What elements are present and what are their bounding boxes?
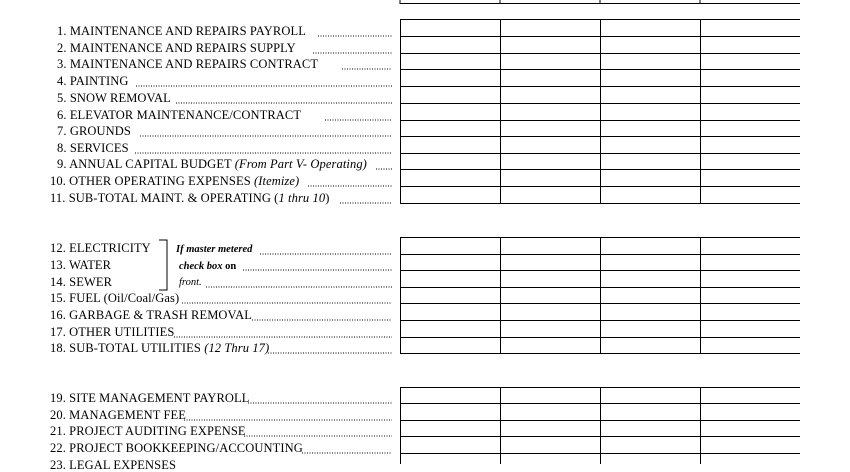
amount-entry-cell[interactable] <box>701 137 800 153</box>
line-item-label: 16. GARBAGE & TRASH REMOVAL <box>50 308 252 322</box>
amount-entry-cell[interactable] <box>501 271 600 287</box>
amount-entry-cell[interactable] <box>401 187 500 203</box>
amount-entry-cell[interactable] <box>501 388 600 403</box>
amount-entry-cell[interactable] <box>501 170 600 186</box>
subtotal-label: 11. SUB-TOTAL MAINT. & OPERATING (1 thru 10) <box>50 191 330 205</box>
line-item-label: 2. MAINTENANCE AND REPAIRS SUPPLY <box>57 41 296 55</box>
amount-entry-cell[interactable] <box>701 338 800 353</box>
amount-entry-cell[interactable] <box>701 321 800 337</box>
amount-entry-cell[interactable] <box>601 304 700 320</box>
amount-entry-cell[interactable] <box>601 338 700 353</box>
line-item-label: 9. ANNUAL CAPITAL BUDGET (From Part V- Operating) <box>57 157 367 171</box>
line-item-label: 3. MAINTENANCE AND REPAIRS CONTRACT <box>57 57 319 71</box>
amount-entry-cell[interactable] <box>501 70 600 86</box>
amount-entry-cell[interactable] <box>401 121 500 136</box>
master-meter-note: front. <box>179 277 202 288</box>
amount-entry-cell[interactable] <box>601 404 700 420</box>
amount-entry-cell[interactable] <box>401 170 500 186</box>
amount-entry-cell[interactable] <box>701 170 800 186</box>
amount-entry-cell[interactable] <box>601 321 700 337</box>
amount-entry-cell[interactable] <box>401 321 500 337</box>
amount-entry-cell[interactable] <box>601 20 700 36</box>
amount-entry-cell[interactable] <box>401 388 500 403</box>
amount-entry-cell[interactable] <box>401 404 500 420</box>
line-item-label: 23. LEGAL EXPENSES <box>50 458 177 472</box>
amount-entry-cell[interactable] <box>501 137 600 153</box>
amount-entry-cell[interactable] <box>601 70 700 86</box>
amount-entry-cell[interactable] <box>601 37 700 53</box>
amount-entry-cell[interactable] <box>501 187 600 203</box>
amount-entry-cell[interactable] <box>701 154 800 169</box>
amount-entry-cell[interactable] <box>501 154 600 169</box>
amount-entry-cell[interactable] <box>401 255 500 270</box>
amount-entry-cell[interactable] <box>401 137 500 153</box>
amount-entry-cell[interactable] <box>501 104 600 120</box>
amount-entry-cell[interactable] <box>601 454 700 464</box>
line-item-label: 1. MAINTENANCE AND REPAIRS PAYROLL <box>57 24 306 38</box>
amount-entry-cell[interactable] <box>401 70 500 86</box>
amount-entry-cell[interactable] <box>501 121 600 136</box>
amount-entry-cell[interactable] <box>501 421 600 436</box>
line-item-label: 13. WATER <box>50 258 112 272</box>
line-item-label: 7. GROUNDS <box>57 124 131 138</box>
amount-entry-cell[interactable] <box>701 437 800 453</box>
amount-entry-cell[interactable] <box>501 87 600 103</box>
amount-entry-cell[interactable] <box>701 255 800 270</box>
amount-entry-cell[interactable] <box>701 70 800 86</box>
line-item-label: 6. ELEVATOR MAINTENANCE/CONTRACT <box>57 108 302 122</box>
amount-entry-cell[interactable] <box>701 304 800 320</box>
amount-entry-cell[interactable] <box>401 104 500 120</box>
amount-entry-cell[interactable] <box>401 437 500 453</box>
master-meter-note: If master metered <box>176 244 253 255</box>
amount-entry-cell[interactable] <box>701 271 800 287</box>
amount-entry-cell[interactable] <box>601 87 700 103</box>
amount-entry-cell[interactable] <box>501 288 600 303</box>
amount-entry-cell[interactable] <box>401 20 500 36</box>
amount-entry-cell[interactable] <box>401 271 500 287</box>
line-item-label: 5. SNOW REMOVAL <box>57 91 171 105</box>
amount-entry-cell[interactable] <box>401 454 500 464</box>
amount-entry-cell[interactable] <box>701 454 800 464</box>
amount-entry-cell[interactable] <box>701 87 800 103</box>
amount-entry-cell[interactable] <box>701 37 800 53</box>
amount-entry-cell[interactable] <box>501 37 600 53</box>
line-item-label: 15. FUEL (Oil/Coal/Gas) <box>50 291 180 305</box>
line-item-label: 20. MANAGEMENT FEE <box>50 408 186 422</box>
amount-entry-cell[interactable] <box>601 437 700 453</box>
amount-entry-cell[interactable] <box>501 238 600 254</box>
amount-entry-cell[interactable] <box>501 404 600 420</box>
line-item-label: 4. PAINTING <box>57 74 129 88</box>
amount-entry-cell[interactable] <box>401 338 500 353</box>
amount-entry-cell[interactable] <box>701 421 800 436</box>
amount-entry-cell[interactable] <box>701 104 800 120</box>
amount-entry-cell[interactable] <box>501 255 600 270</box>
subtotal-label: 18. SUB-TOTAL UTILITIES (12 Thru 17) <box>50 341 270 355</box>
amount-entry-cell[interactable] <box>601 255 700 270</box>
amount-entry-cell[interactable] <box>701 388 800 403</box>
amount-entry-cell[interactable] <box>601 54 700 69</box>
amount-entry-cell[interactable] <box>601 187 700 203</box>
line-item-label: 17. OTHER UTILITIES <box>50 325 175 339</box>
amount-entry-cell[interactable] <box>701 54 800 69</box>
amount-entry-cell[interactable] <box>701 121 800 136</box>
dot-leaders <box>135 36 392 453</box>
amount-entry-cell[interactable] <box>701 187 800 203</box>
amount-entry-cell[interactable] <box>401 54 500 69</box>
amount-entry-cell[interactable] <box>401 37 500 53</box>
line-item-label: 21. PROJECT AUDITING EXPENSE <box>50 424 246 438</box>
amount-entry-cell[interactable] <box>501 54 600 69</box>
amount-entry-cell[interactable] <box>501 304 600 320</box>
amount-entry-cell[interactable] <box>601 238 700 254</box>
amount-entry-cell[interactable] <box>601 137 700 153</box>
amount-entry-cell[interactable] <box>401 87 500 103</box>
line-item-label: 8. SERVICES <box>57 141 129 155</box>
line-item-label: 14. SEWER <box>50 275 113 289</box>
amount-entry-cell[interactable] <box>401 421 500 436</box>
line-item-label: 10. OTHER OPERATING EXPENSES (Itemize) <box>50 174 300 188</box>
amount-entry-cell[interactable] <box>401 288 500 303</box>
amount-entry-cell[interactable] <box>501 20 600 36</box>
master-meter-note: check box on <box>179 261 237 272</box>
amount-entry-cell[interactable] <box>501 437 600 453</box>
bracket <box>159 240 167 290</box>
amount-entry-cell[interactable] <box>601 288 700 303</box>
amount-entry-cell[interactable] <box>601 388 700 403</box>
amount-entry-cell[interactable] <box>501 338 600 353</box>
amount-entry-cell[interactable] <box>601 121 700 136</box>
line-item-label: 12. ELECTRICITY <box>50 241 151 255</box>
amount-entry-cell[interactable] <box>701 238 800 254</box>
amount-entry-cell[interactable] <box>701 404 800 420</box>
amount-entry-cell[interactable] <box>501 454 600 464</box>
amount-entry-cell[interactable] <box>501 321 600 337</box>
amount-entry-cell[interactable] <box>701 288 800 303</box>
amount-entry-cell[interactable] <box>401 238 500 254</box>
amount-entry-cell[interactable] <box>401 304 500 320</box>
line-item-label: 19. SITE MANAGEMENT PAYROLL <box>50 391 250 405</box>
amount-entry-cell[interactable] <box>701 20 800 36</box>
amount-entry-cell[interactable] <box>601 170 700 186</box>
line-item-label: 22. PROJECT BOOKKEEPING/ACCOUNTING <box>50 441 303 455</box>
amount-entry-cell[interactable] <box>401 154 500 169</box>
amount-entry-cell[interactable] <box>601 104 700 120</box>
amount-entry-cell[interactable] <box>601 421 700 436</box>
amount-entry-cell[interactable] <box>601 271 700 287</box>
amount-entry-cell[interactable] <box>601 154 700 169</box>
